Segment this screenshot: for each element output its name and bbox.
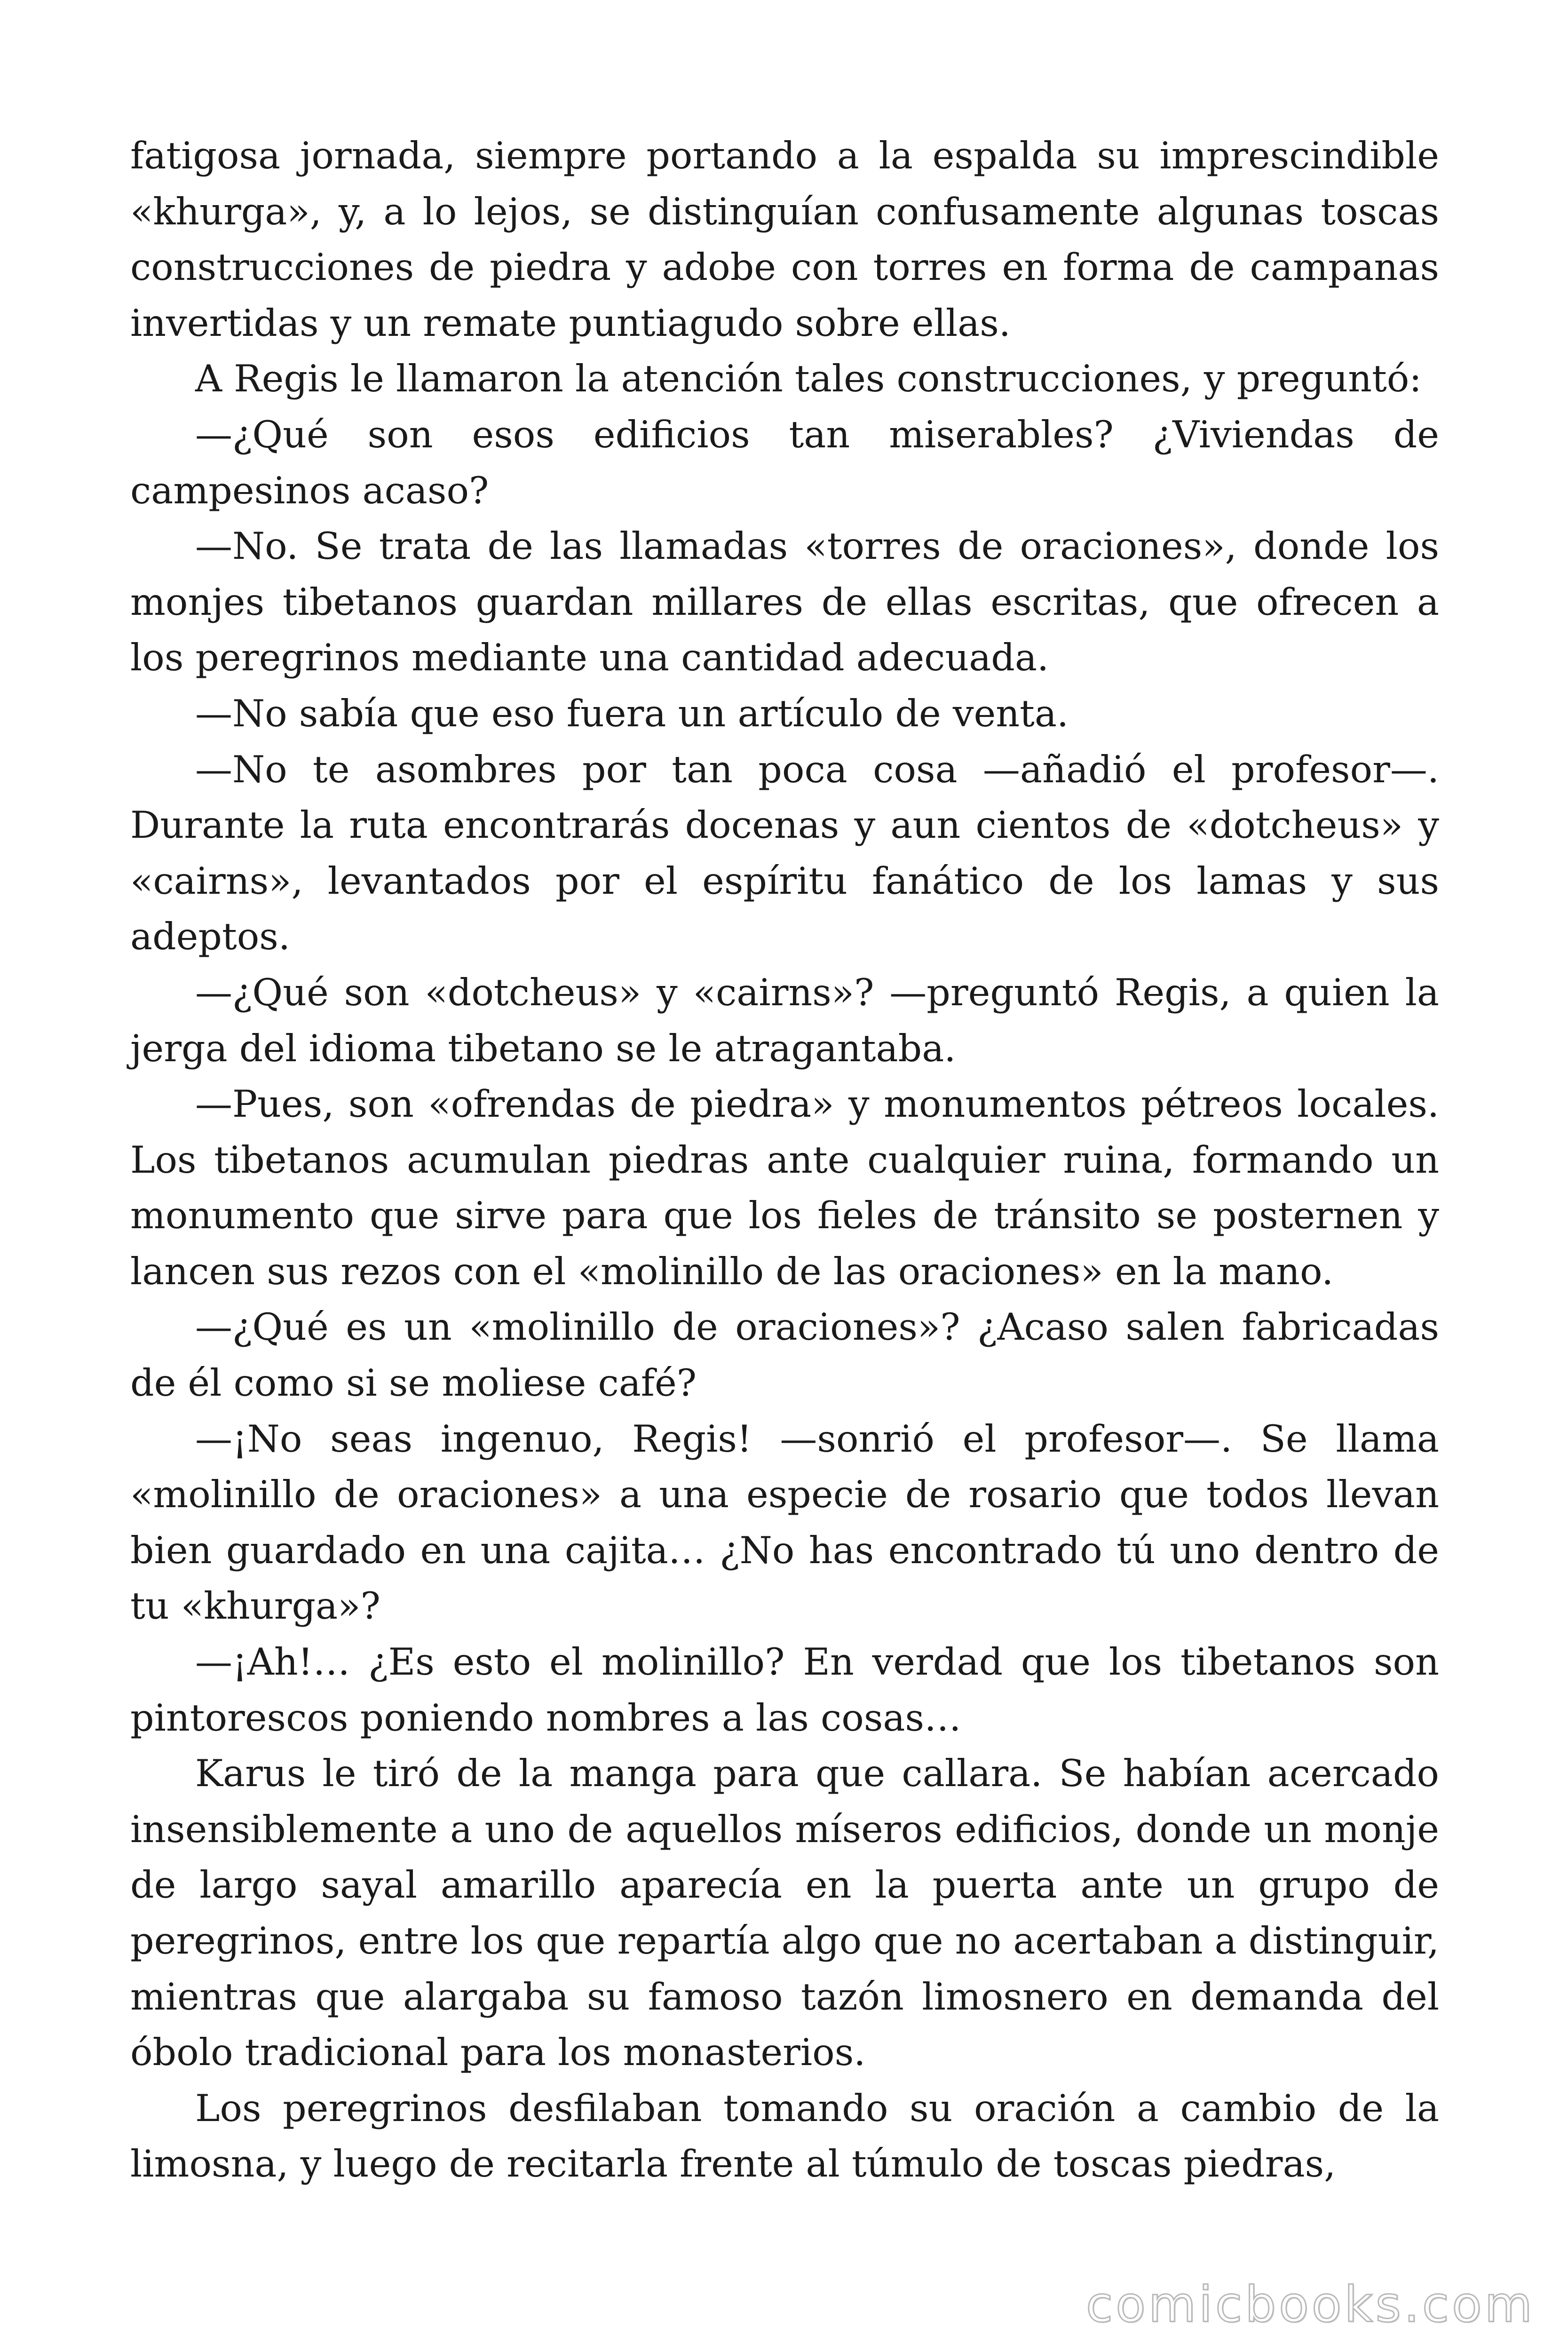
paragraph-1: fatigosa jornada, siempre portando a la espalda su imprescindible «khurga», y, a lo lejos, se distinguían confusamente algunas toscas construcciones de piedra y adobe con torres en forma de campanas invertidas y un remate puntiagudo sobre ellas. <box>130 134 1439 345</box>
paragraph-3: —¿Qué son esos edificios tan miserables? ¿Viviendas de campesinos acaso? <box>130 413 1439 512</box>
paragraph-13: Los peregrinos desfilaban tomando su oración a cambio de la limosna, y luego de recitarla frente al túmulo de toscas piedras, <box>130 2086 1439 2186</box>
paragraph-7: —¿Qué son «dotcheus» y «cairns»? —preguntó Regis, a quien la jerga del idioma tibetano se le atragantaba. <box>130 970 1439 1070</box>
paragraph-8: —Pues, son «ofrendas de piedra» y monumentos pétreos locales. Los tibetanos acumulan piedras ante cualquier ruina, formando un monumento que sirve para que los fieles de tránsito se posternen y lancen sus rezos con el «molinillo de las oraciones» en la mano. <box>130 1082 1439 1293</box>
paragraph-9: —¿Qué es un «molinillo de oraciones»? ¿Acaso salen fabricadas de él como si se moliese café? <box>130 1305 1439 1405</box>
body-text <box>130 128 1439 2192</box>
paragraph-12: Karus le tiró de la manga para que callara. Se habían acercado insensiblemente a uno de aquellos míseros edificios, donde un monje de largo sayal amarillo aparecía en la puerta ante un grupo de peregrinos, entre los que repartía algo que no acertaban a distinguir, mientras que alargaba su famoso tazón limosnero en demanda del óbolo tradicional para los monasterios. <box>130 1752 1439 2074</box>
paragraph-11: —¡Ah!… ¿Es esto el molinillo? En verdad que los tibetanos son pintorescos poniendo nombres a las cosas… <box>130 1640 1439 1740</box>
paragraph-6: —No te asombres por tan poca cosa —añadió el profesor—. Durante la ruta encontrarás docenas y aun cientos de «dotcheus» y «cairns», levantados por el espíritu fanático de los lamas y sus adeptos. <box>130 747 1439 959</box>
paragraph-5: —No sabía que eso fuera un artículo de venta. <box>195 691 1069 735</box>
watermark: comicbooks.com <box>1085 2276 1535 2333</box>
paragraph-2: A Regis le llamaron la atención tales construcciones, y preguntó: <box>195 357 1422 401</box>
paragraph-4: —No. Se trata de las llamadas «torres de oraciones», donde los monjes tibetanos guardan millares de ellas escritas, que ofrecen a los peregrinos mediante una cantidad adecuada. <box>130 524 1439 680</box>
paragraph-10: —¡No seas ingenuo, Regis! —sonrió el profesor—. Se llama «molinillo de oraciones» a una especie de rosario que todos llevan bien guardado en una cajita… ¿No has encontrado tú uno dentro de tu «khurga»? <box>130 1417 1439 1628</box>
